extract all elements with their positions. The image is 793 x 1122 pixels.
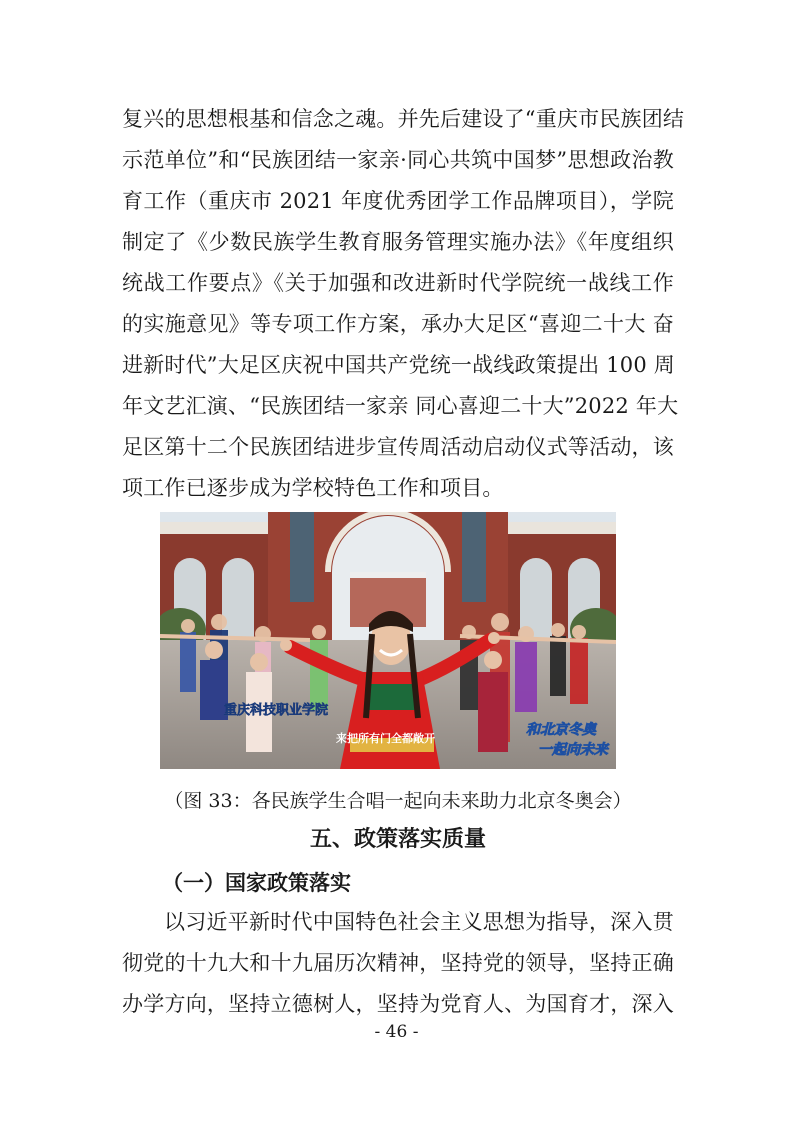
body-text-line: 年文艺汇演、“民族团结一家亲 同心喜迎二十大”2022 年大 <box>122 394 679 418</box>
photo-illustration <box>160 512 616 769</box>
body-text-line: 制定了《少数民族学生教育服务管理实施办法》《年度组织 <box>122 230 674 254</box>
body-text-line: 彻党的十九大和十九届历次精神，坚持党的领导，坚持正确 <box>122 951 674 975</box>
event-photo <box>160 512 616 769</box>
body-text-line: 以习近平新时代中国特色社会主义思想为指导，深入贯 <box>164 910 674 934</box>
overlay-school-name: 重庆科技职业学院 <box>224 703 329 718</box>
body-text-line: 办学方向，坚持立德树人，坚持为党育人、为国育才，深入 <box>122 992 674 1016</box>
body-text-line: 进新时代”大足区庆祝中国共产党统一战线政策提出 100 周 <box>122 353 675 377</box>
figure-caption: （图 33：各民族学生合唱一起向未来助力北京冬奥会） <box>164 790 632 812</box>
body-text-line: 统战工作要点》《关于加强和改进新时代学院统一战线工作 <box>122 271 674 295</box>
overlay-slogan-line1: 和北京冬奥 <box>526 722 596 738</box>
body-text-line: 示范单位”和“民族团结一家亲·同心共筑中国梦”思想政治教 <box>122 148 674 172</box>
body-text-line: 项工作已逐步成为学校特色工作和项目。 <box>122 476 504 500</box>
overlay-slogan-line2: 一起向未来 <box>538 742 608 758</box>
body-text-line: 育工作（重庆市 2021 年度优秀团学工作品牌项目），学院 <box>122 189 674 213</box>
body-text-line: 足区第十二个民族团结进步宣传周活动启动仪式等活动，该 <box>122 435 674 459</box>
body-text-line: 复兴的思想根基和信念之魂。并先后建设了“重庆市民族团结 <box>122 107 685 131</box>
subsection-heading: （一）国家政策落实 <box>162 870 351 895</box>
section-heading: 五、政策落实质量 <box>309 827 486 852</box>
page-number: - 46 - <box>374 1022 419 1042</box>
overlay-subtitle: 来把所有门全都敞开 <box>336 732 435 745</box>
body-text-line: 的实施意见》等专项工作方案，承办大足区“喜迎二十大 奋 <box>122 312 674 336</box>
